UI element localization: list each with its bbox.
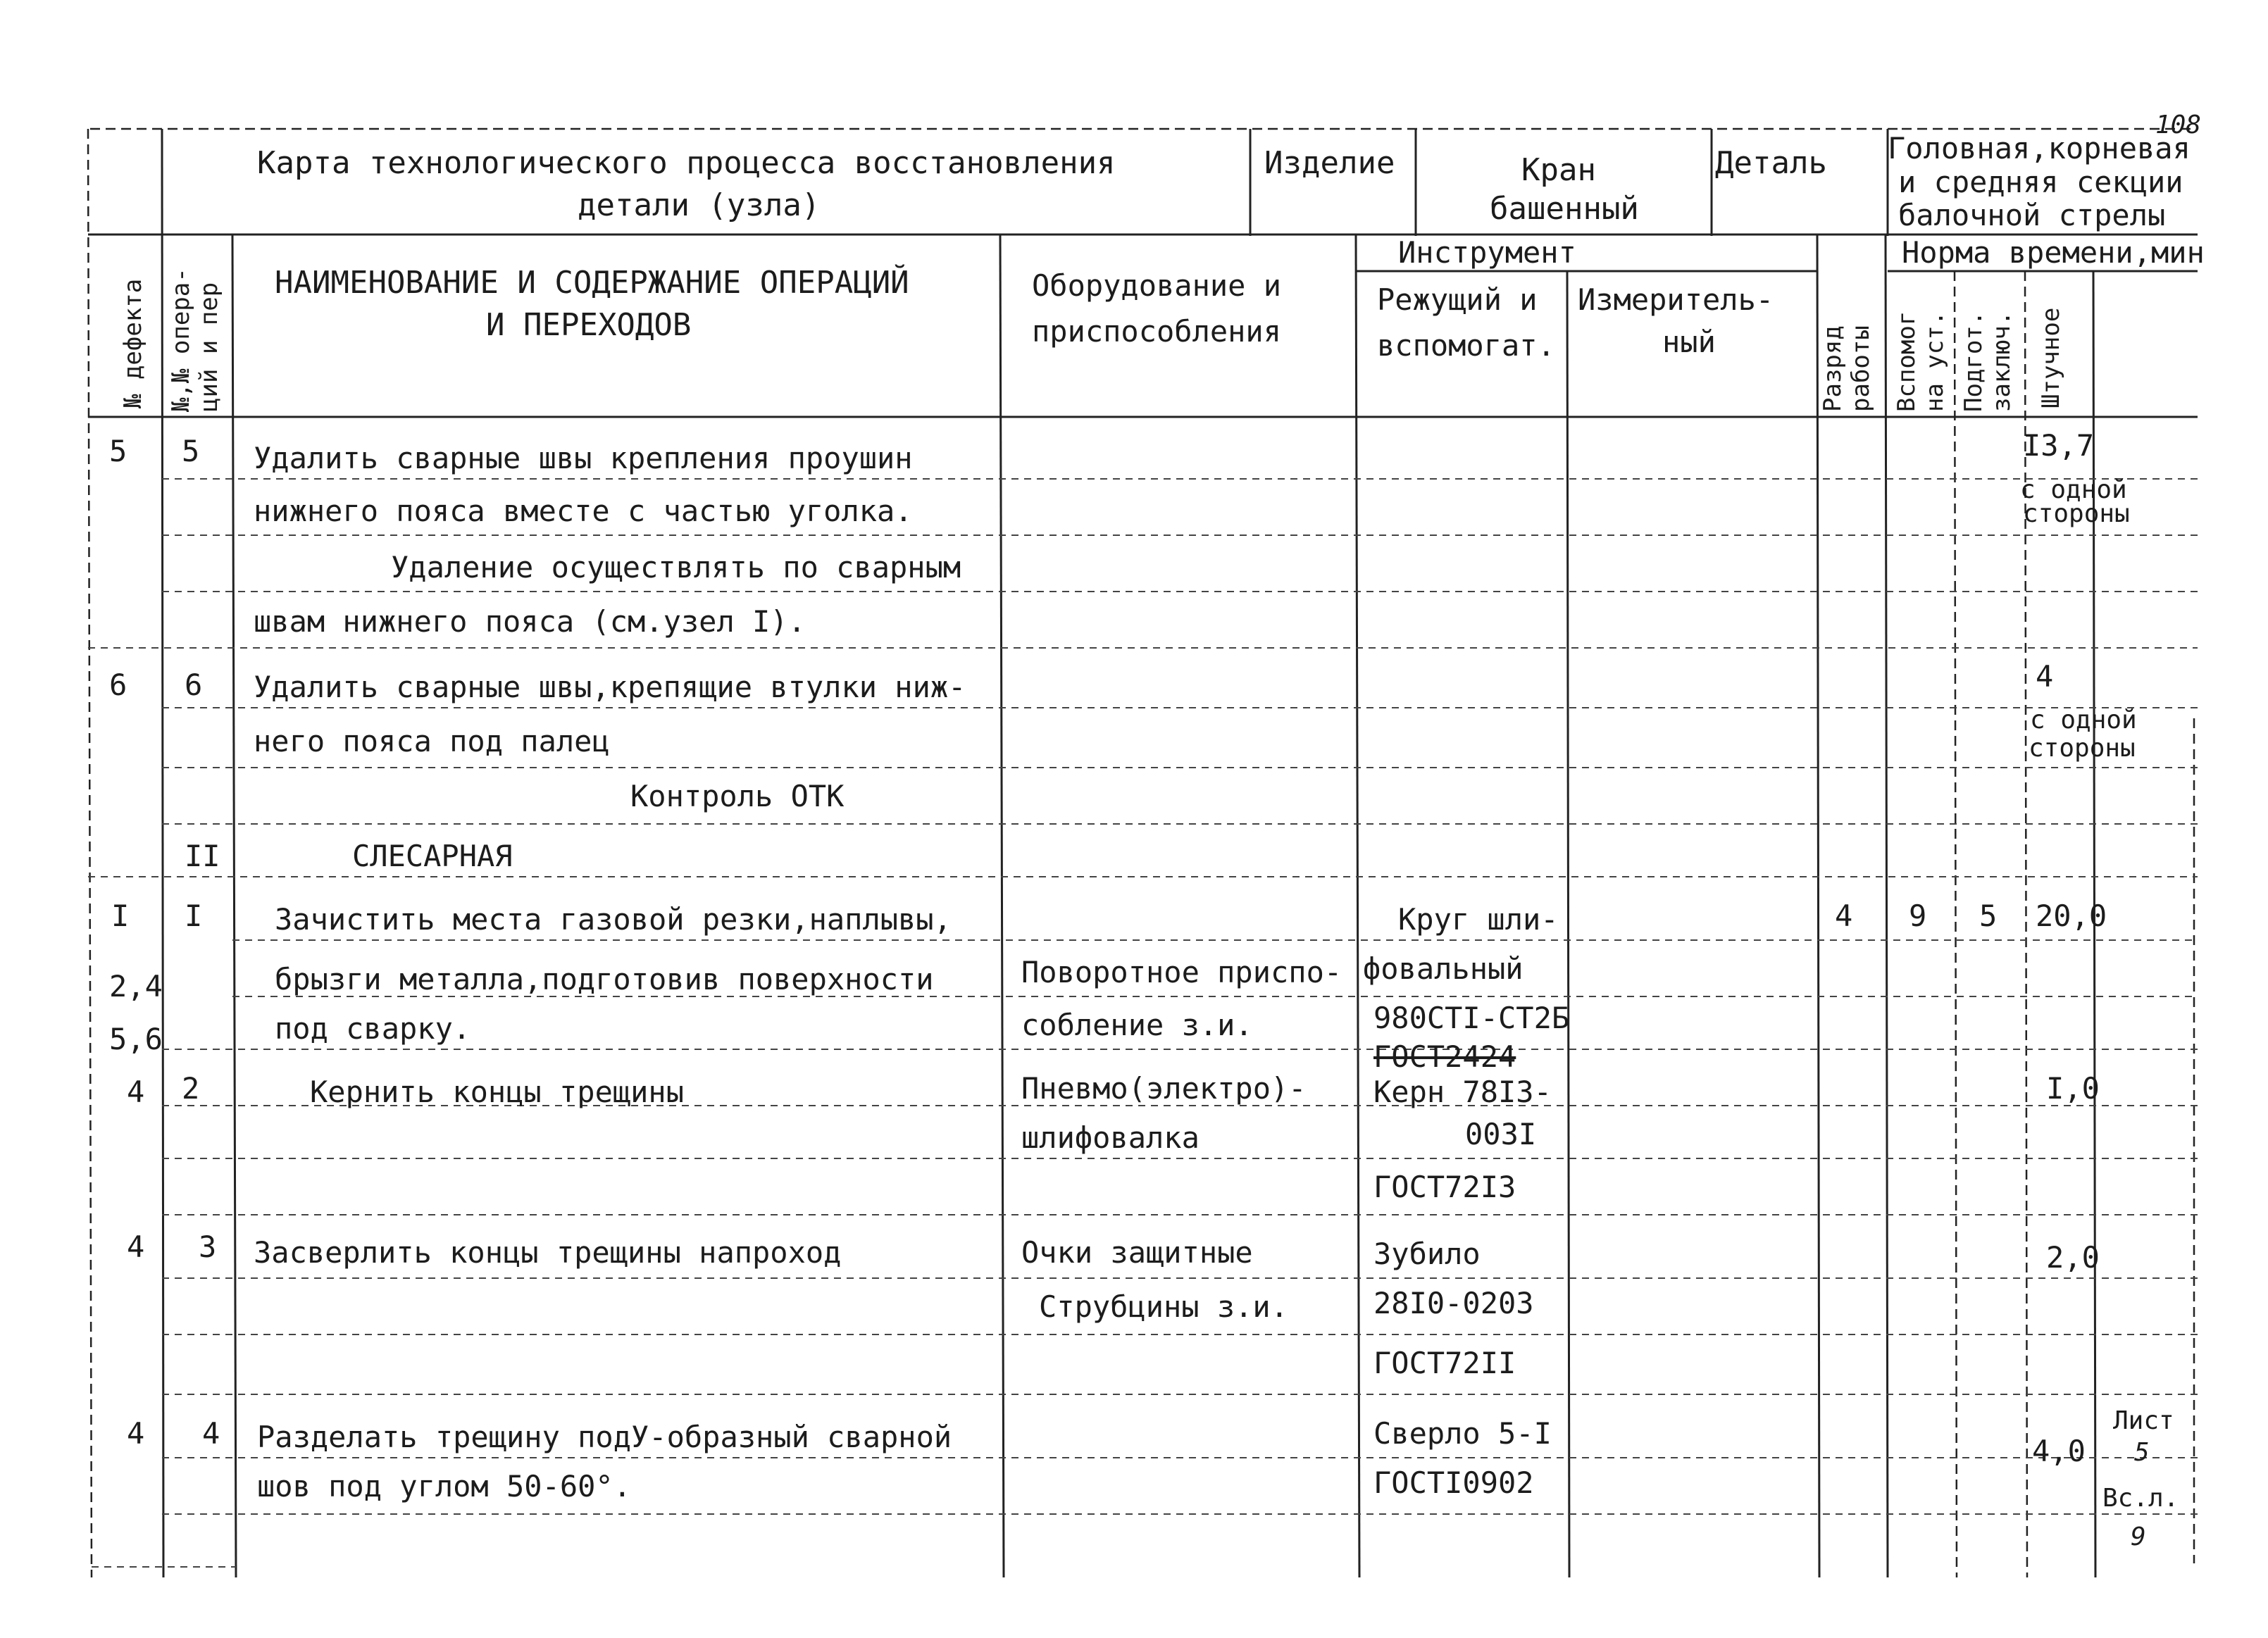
row16-text: Засверлить концы трещины напроход — [254, 1235, 842, 1270]
product-value-1: Кран — [1521, 152, 1596, 188]
row11-cutting: 980СТI-СТ2Б — [1373, 1001, 1570, 1035]
row10-defect: 2,4 — [109, 969, 163, 1004]
header-prep-2: заключ. — [1988, 311, 2016, 412]
part-value-3: балочной стрелы — [1898, 198, 2166, 232]
row1-text: Удалить сварные швы крепления проушин — [254, 441, 913, 475]
card-title-line1: Карта технологического процесса восстановления — [257, 145, 1116, 181]
header-prep-1: Подгот. — [1959, 311, 1988, 412]
row2-text: нижнего пояса вместе с частью уголка. — [254, 494, 913, 528]
row20-cutting: ГОСТI0902 — [1373, 1465, 1534, 1500]
row19-piece: 4,0 — [2032, 1434, 2086, 1468]
row13-op: 2 — [182, 1071, 200, 1106]
row5-op: 6 — [185, 668, 203, 702]
time-note-b2: стороны — [2029, 734, 2136, 763]
header-measuring-2: ный — [1662, 325, 1716, 359]
row1-op: 5 — [182, 434, 200, 468]
row13-equipment: Пневмо(электро)- — [1021, 1071, 1307, 1106]
header-aux-1: Вспомог — [1893, 311, 1921, 412]
sheet-label: Лист — [2113, 1406, 2174, 1435]
header-grade-2: работы — [1847, 325, 1875, 412]
sheet-total: 9 — [2131, 1523, 2146, 1551]
row14-cutting: 003I — [1465, 1117, 1537, 1151]
header-tool: Инструмент — [1398, 235, 1576, 270]
row3-text: Удаление осуществлять по сварным — [391, 550, 961, 584]
row9-cutting: Круг шли- — [1398, 902, 1559, 937]
time-note-a1: с одной — [2020, 475, 2127, 504]
part-label: Деталь — [1715, 145, 1827, 181]
row13-text: Кернить концы трещины — [310, 1075, 685, 1109]
part-value-1: Головная,корневая — [1888, 131, 2191, 165]
row15-cutting: ГОСТ72I3 — [1373, 1170, 1516, 1204]
time-note-b1: с одной — [2030, 706, 2137, 734]
header-cutting-2: вспомогат. — [1377, 328, 1555, 363]
header-measuring-1: Измеритель- — [1578, 282, 1774, 317]
product-label: Изделие — [1264, 145, 1395, 181]
row1-defect: 5 — [109, 434, 127, 468]
header-op-no-2: ций и пер — [195, 282, 223, 412]
row16-op: 3 — [199, 1230, 217, 1264]
row9-op: I — [185, 899, 203, 933]
row19-op: 4 — [202, 1416, 220, 1451]
row5-piece: 4 — [2036, 659, 2054, 694]
row1-piece: I3,7 — [2023, 428, 2095, 463]
row12-cutting: ГОСТ2424 — [1373, 1039, 1516, 1074]
header-equipment-1: Оборудование и — [1032, 268, 1282, 303]
sheet-total-label: Вс.л. — [2102, 1484, 2179, 1513]
row11-equipment: собление з.и. — [1021, 1008, 1253, 1042]
row9-piece: 20,0 — [2036, 899, 2107, 933]
row19-defect: 4 — [127, 1416, 145, 1451]
header-name-2: И ПЕРЕХОДОВ — [486, 307, 692, 343]
row11-defect: 5,6 — [109, 1022, 163, 1056]
row20-text: шов под углом 50-60°. — [257, 1469, 632, 1503]
header-op-no-1: №,№ опера- — [167, 268, 195, 412]
header-equipment-2: приспособления — [1032, 314, 1282, 349]
header-piece: Штучное — [2037, 307, 2065, 408]
row17-equipment: Струбцины з.и. — [1039, 1289, 1289, 1324]
row10-equipment: Поворотное приспо- — [1021, 955, 1342, 989]
row16-piece: 2,0 — [2046, 1240, 2100, 1275]
time-note-a2: стороны — [2023, 499, 2130, 528]
header-time-norm: Норма времени,мин — [1902, 235, 2205, 270]
product-value-2: башенный — [1490, 191, 1639, 227]
row13-defect: 4 — [127, 1075, 145, 1109]
row4-text: швам нижнего пояса (см.узел I). — [254, 604, 806, 639]
row9-prep: 5 — [1979, 899, 1998, 933]
header-grade-1: Разряд — [1819, 325, 1847, 412]
row9-text: Зачистить места газовой резки,наплывы, — [275, 902, 952, 937]
header-cutting-1: Режущий и — [1377, 282, 1538, 317]
row9-grade: 4 — [1835, 899, 1853, 933]
row13-cutting: Керн 78I3- — [1373, 1075, 1552, 1109]
part-value-2: и средняя секции — [1898, 165, 2183, 199]
row19-text: Разделать трещину подУ-образный сварной — [257, 1420, 952, 1454]
row17-cutting: 28I0-0203 — [1373, 1286, 1534, 1320]
row8-text: СЛЕСАРНАЯ — [352, 839, 513, 873]
row14-equipment: шлифовалка — [1021, 1120, 1200, 1155]
row13-piece: I,0 — [2046, 1071, 2100, 1106]
header-defect-no: № дефекта — [119, 278, 147, 408]
page-number: 108 — [2155, 111, 2202, 139]
row5-text: Удалить сварные швы,крепящие втулки ниж- — [254, 670, 966, 704]
row16-equipment: Очки защитные — [1021, 1235, 1253, 1270]
row11-text: под сварку. — [275, 1011, 471, 1046]
row10-text: брызги металла,подготовив поверхности — [275, 962, 934, 996]
header-aux-2: на уст. — [1921, 311, 1949, 412]
row5-defect: 6 — [109, 668, 127, 702]
row10-cutting: фовальный — [1363, 951, 1524, 986]
row18-cutting: ГОСТ72II — [1373, 1346, 1516, 1380]
row9-defect: I — [111, 899, 130, 933]
row9-aux: 9 — [1909, 899, 1927, 933]
card-title-line2: детали (узла) — [578, 187, 821, 223]
row16-cutting: Зубило — [1373, 1237, 1481, 1271]
row8-op: II — [185, 839, 220, 873]
row6-text: него пояса под палец — [254, 724, 610, 758]
row16-defect: 4 — [127, 1230, 145, 1264]
row19-cutting: Сверло 5-I — [1373, 1416, 1552, 1451]
header-name-1: НАИМЕНОВАНИЕ И СОДЕРЖАНИЕ ОПЕРАЦИЙ — [275, 265, 909, 301]
sheet-number: 5 — [2134, 1438, 2150, 1467]
row7-text: Контроль ОТК — [630, 779, 845, 813]
